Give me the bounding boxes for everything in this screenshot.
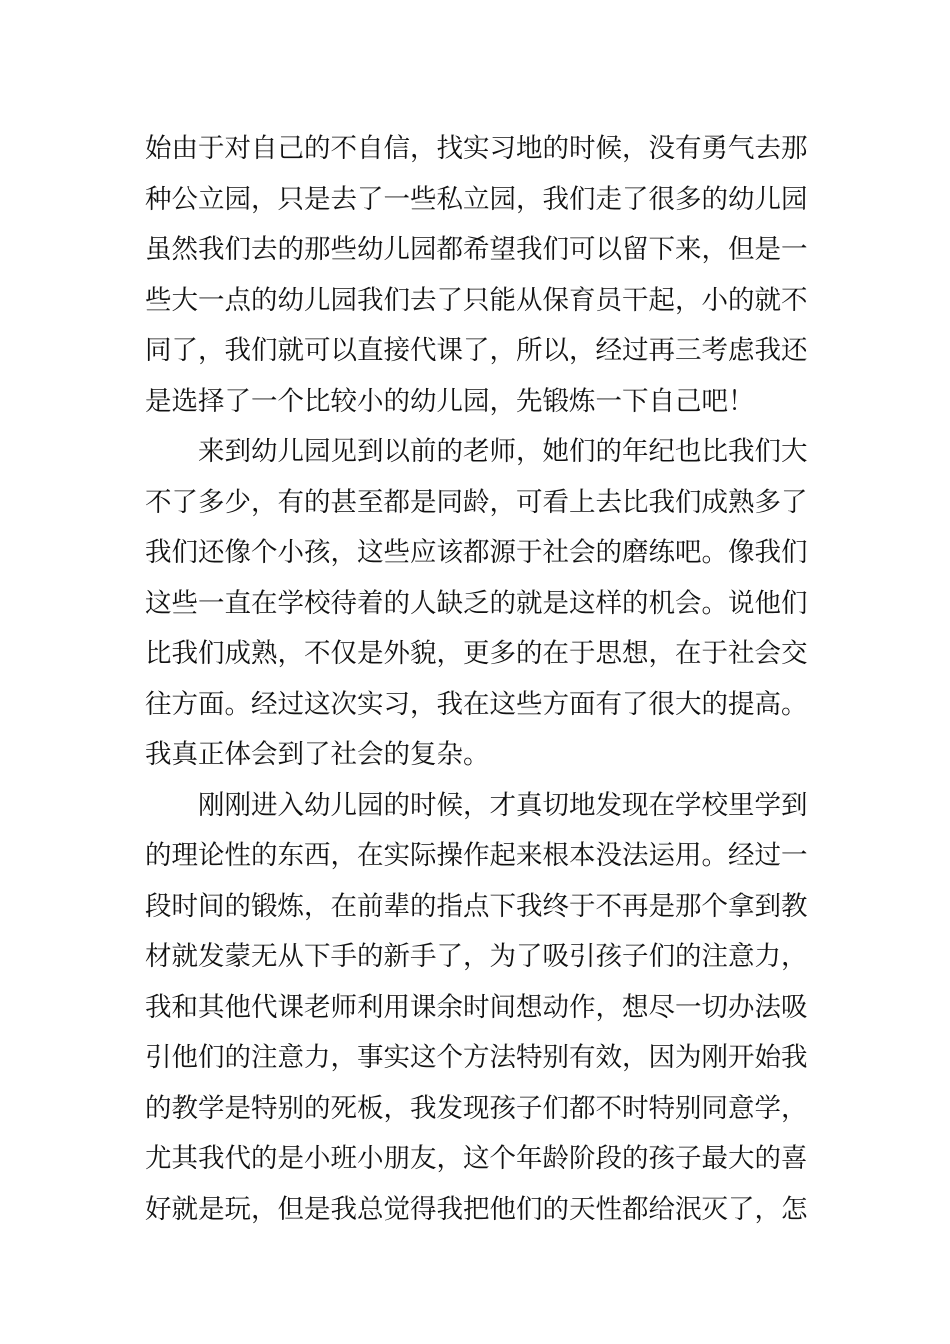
text-line: 的理论性的东西，在实际操作起来根本没法运用。经过一 bbox=[145, 840, 808, 871]
text-line: 尤其我代的是小班小朋友，这个年龄阶段的孩子最大的喜 bbox=[145, 1143, 808, 1174]
text-line: 比我们成熟，不仅是外貌，更多的在于思想，在于社会交 bbox=[145, 638, 808, 669]
text-line: 好就是玩，但是我总觉得我把他们的天性都给泯灭了，怎 bbox=[145, 1193, 808, 1225]
body-text bbox=[145, 124, 815, 1235]
text-line: 引他们的注意力，事实这个方法特别有效，因为刚开始我 bbox=[145, 1042, 808, 1073]
text-line: 种公立园，只是去了一些私立园，我们走了很多的幼儿园 bbox=[145, 183, 808, 215]
text-line: 的教学是特别的死板，我发现孩子们都不时特别同意学， bbox=[145, 1092, 808, 1124]
text-line: 材就发蒙无从下手的新手了，为了吸引孩子们的注意力， bbox=[145, 941, 808, 972]
text-line: 来到幼儿园见到以前的老师，她们的年纪也比我们大 bbox=[198, 436, 808, 467]
text-line: 虽然我们去的那些幼儿园都希望我们可以留下来，但是一 bbox=[145, 234, 808, 265]
text-line: 我和其他代课老师利用课余时间想动作，想尽一切办法吸 bbox=[145, 991, 808, 1023]
text-line: 刚刚进入幼儿园的时候，才真切地发现在学校里学到 bbox=[198, 789, 808, 821]
text-line: 段时间的锻炼，在前辈的指点下我终于不再是那个拿到教 bbox=[145, 890, 808, 922]
text-line: 是选择了一个比较小的幼儿园，先锻炼一下自己吧！ bbox=[145, 385, 755, 417]
text-line: 些大一点的幼儿园我们去了只能从保育员干起，小的就不 bbox=[145, 284, 808, 316]
text-line: 不了多少，有的甚至都是同龄，可看上去比我们成熟多了 bbox=[145, 486, 808, 518]
text-line: 同了，我们就可以直接代课了，所以，经过再三考虑我还 bbox=[145, 335, 808, 366]
text-line: 我真正体会到了社会的复杂。 bbox=[145, 739, 490, 770]
text-line: 往方面。经过这次实习，我在这些方面有了很大的提高。 bbox=[145, 688, 808, 720]
text-line: 我们还像个小孩，这些应该都源于社会的磨练吧。像我们 bbox=[145, 537, 808, 568]
text-line: 始由于对自己的不自信，找实习地的时候，没有勇气去那 bbox=[145, 133, 808, 164]
text-line: 这些一直在学校待着的人缺乏的就是这样的机会。说他们 bbox=[145, 587, 808, 619]
